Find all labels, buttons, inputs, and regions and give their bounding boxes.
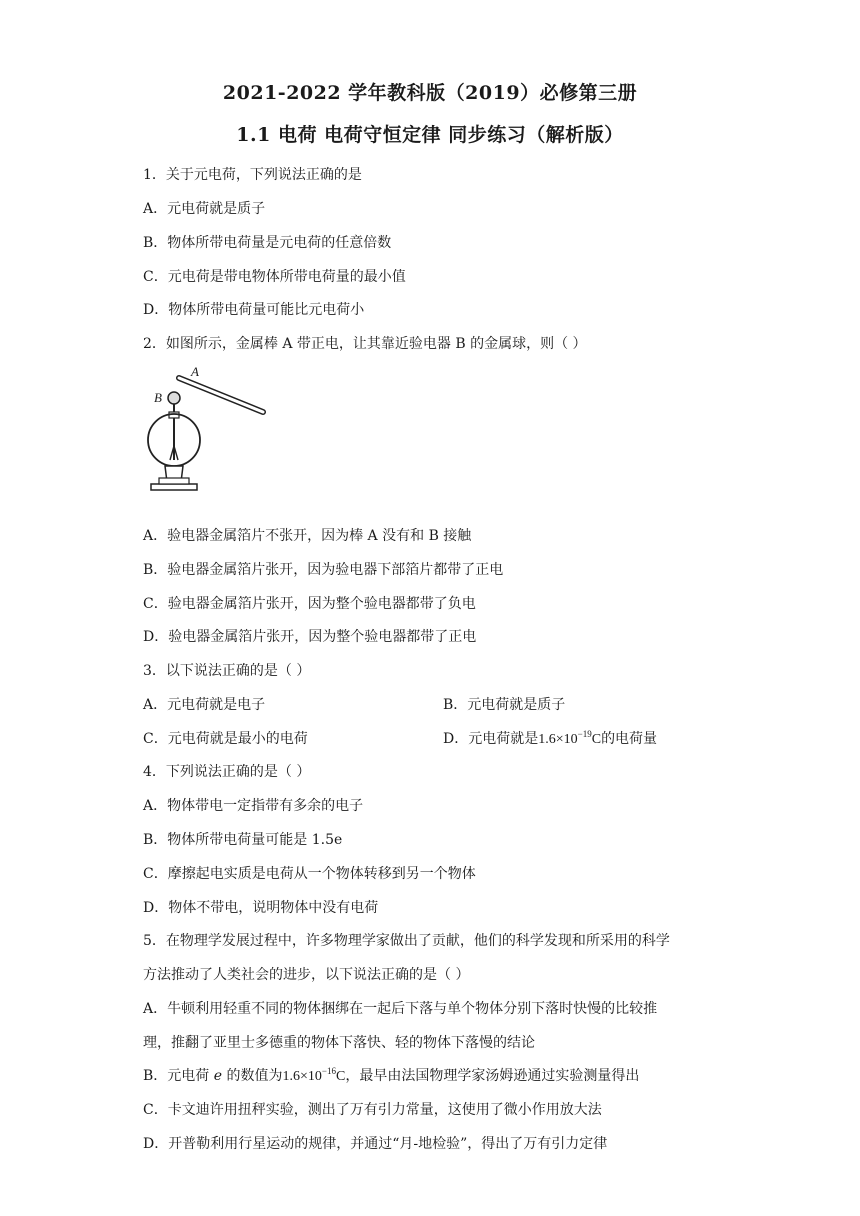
electroscope-label: B [154, 390, 162, 405]
question-3-stem: 3．以下说法正确的是（ ） [143, 663, 311, 679]
question-5-option-b: B．元电荷 e 的数值为$1.6\times 10^{-16}C$，最早由法国物理学家汤姆逊通过实验测量得出 [143, 1066, 640, 1084]
question-4-stem: 4．下列说法正确的是（ ） [143, 764, 311, 780]
question-3-option-a: A．元电荷就是电子 [143, 697, 266, 713]
question-5-option-c: C．卡文迪许用扭秤实验，测出了万有引力常量，这使用了微小作用放大法 [143, 1102, 602, 1118]
question-1-option-b: B．物体所带电荷量是元电荷的任意倍数 [143, 235, 392, 251]
question-3-option-d [443, 728, 657, 748]
question-2-option-d: D．验电器金属箔片张开，因为整个验电器都带了正电 [143, 629, 477, 645]
question-5-option-a-line-1: A．牛顿利用轻重不同的物体捆绑在一起后下落与单个物体分别下落时快慢的比较推 [143, 1001, 658, 1017]
question-4-option-d: D．物体不带电，说明物体中没有电荷 [143, 900, 379, 916]
page-title: 2021-2022 学年教科版（2019）必修第三册 [222, 82, 638, 104]
question-4-option-b: B．物体所带电荷量可能是 1.5e [143, 832, 343, 848]
question-1-option-d: D．物体所带电荷量可能比元电荷小 [143, 302, 365, 318]
question-2-stem: 2．如图所示，金属棒 A 带正电，让其靠近验电器 B 的金属球，则（ ） [143, 336, 587, 352]
charge-value: $1.6\times 10^{-16}C$ [282, 1066, 346, 1084]
electroscope-knob [168, 392, 180, 404]
question-2-option-a: A．验电器金属箔片不张开，因为棒 A 没有和 B 接触 [143, 528, 472, 544]
question-3-option-b: B．元电荷就是质子 [443, 697, 566, 713]
question-5-stem-line-2: 方法推动了人类社会的进步，以下说法正确的是（ ） [143, 967, 470, 983]
option-d-suffix: 的电荷量 [601, 731, 658, 747]
question-5-option-a-line-2: 理，推翻了亚里士多德重的物体下落快、轻的物体下落慢的结论 [143, 1035, 535, 1051]
question-1-stem: 1．关于元电荷，下列说法正确的是 [143, 167, 362, 183]
page-subtitle: 1.1 电荷 电荷守恒定律 同步练习（解析版） [236, 124, 624, 146]
question-1-option-c: C．元电荷是带电物体所带电荷量的最小值 [143, 269, 406, 285]
question-4-option-a: A．物体带电一定指带有多余的电子 [143, 798, 364, 814]
charge-value: $1.6\times 10^{-19}C$ [538, 729, 602, 747]
electroscope-plinth [159, 478, 189, 484]
question-2-option-c: C．验电器金属箔片张开，因为整个验电器都带了负电 [143, 596, 476, 612]
option-d-prefix: D．元电荷就是 [443, 731, 539, 747]
question-2-option-b: B．验电器金属箔片张开，因为验电器下部箔片都带了正电 [143, 562, 504, 578]
electroscope-figure [143, 360, 273, 510]
question-1-option-a: A．元电荷就是质子 [143, 201, 266, 217]
elementary-charge-symbol: e [213, 1068, 223, 1084]
question-5-stem-line-1: 5．在物理学发展过程中，许多物理学家做出了贡献，他们的科学发现和所采用的科学 [143, 933, 670, 949]
electroscope-base [151, 484, 197, 490]
question-5-option-d: D．开普勒利用行星运动的规律，并通过“月-地检验”，得出了万有引力定律 [143, 1136, 608, 1152]
question-4-option-c: C．摩擦起电实质是电荷从一个物体转移到另一个物体 [143, 866, 476, 882]
rod-label: A [191, 364, 199, 379]
charged-rod-inner [179, 378, 263, 412]
question-3-option-c: C．元电荷就是最小的电荷 [143, 731, 308, 747]
